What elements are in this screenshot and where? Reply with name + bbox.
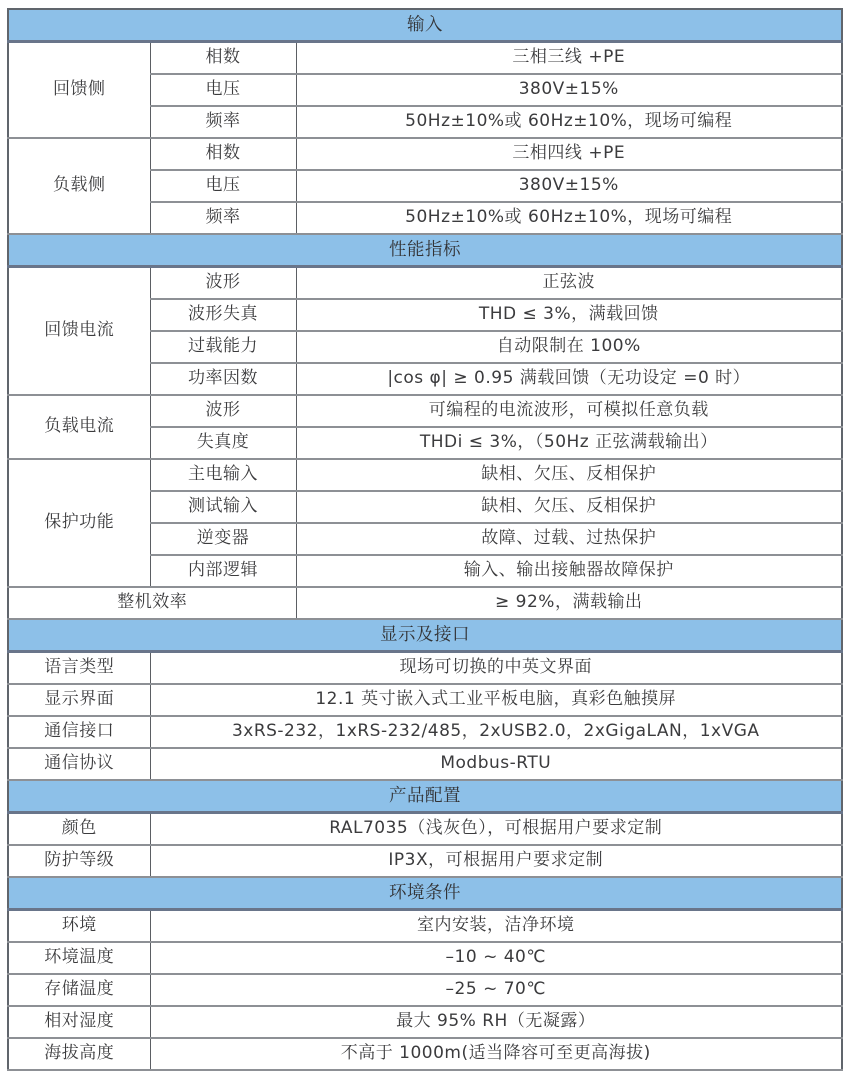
value-cell: 缺相、欠压、反相保护 bbox=[296, 459, 842, 491]
row-label-cell: 环境温度 bbox=[8, 942, 150, 974]
row-label-cell: 内部逻辑 bbox=[150, 555, 296, 587]
row-label-cell: 整机效率 bbox=[8, 587, 296, 619]
value-cell: 50Hz±10%或 60Hz±10%，现场可编程 bbox=[296, 106, 842, 138]
table-row bbox=[8, 42, 842, 75]
row-label-cell: 失真度 bbox=[150, 427, 296, 459]
attr-label-cell: 波形 bbox=[150, 267, 296, 300]
section-header-row bbox=[8, 619, 842, 652]
row-label-cell: 频率 bbox=[150, 106, 296, 138]
row-label-cell: 海拔高度 bbox=[8, 1038, 150, 1070]
section-title: 性能指标 bbox=[8, 234, 842, 267]
value-cell: |cos φ| ≥ 0.95 满载回馈（无功设定 =0 时） bbox=[296, 363, 842, 395]
value-cell: RAL7035（浅灰色），可根据用户要求定制 bbox=[150, 813, 842, 846]
value-cell: 输入、输出接触器故障保护 bbox=[296, 555, 842, 587]
row-label-cell: 环境 bbox=[8, 910, 150, 943]
row-label-cell: 通信协议 bbox=[8, 748, 150, 780]
table-row bbox=[8, 716, 842, 748]
value-cell: –10 ~ 40℃ bbox=[150, 942, 842, 974]
attr-label-cell: 主电输入 bbox=[150, 459, 296, 491]
section-header-row bbox=[8, 877, 842, 910]
row-label-cell: 过载能力 bbox=[150, 331, 296, 363]
value-cell: 最大 95% RH（无凝露） bbox=[150, 1006, 842, 1038]
value-cell: 正弦波 bbox=[296, 267, 842, 300]
table-row bbox=[8, 138, 842, 170]
value-cell: 380V±15% bbox=[296, 74, 842, 106]
attr-label-cell: 相数 bbox=[150, 138, 296, 170]
row-label-cell: 显示界面 bbox=[8, 684, 150, 716]
row-label-cell: 功率因数 bbox=[150, 363, 296, 395]
table-row bbox=[8, 748, 842, 780]
attr-label-cell: 相数 bbox=[150, 42, 296, 75]
value-cell: IP3X，可根据用户要求定制 bbox=[150, 845, 842, 877]
section-header-row bbox=[8, 780, 842, 813]
table-row bbox=[8, 652, 842, 685]
value-cell: 3xRS-232，1xRS-232/485，2xUSB2.0，2xGigaLAN，1xVGA bbox=[150, 716, 842, 748]
group-label-cell: 负载侧 bbox=[8, 138, 150, 234]
section-header-row bbox=[8, 234, 842, 267]
table-row bbox=[8, 910, 842, 943]
row-label-cell: 防护等级 bbox=[8, 845, 150, 877]
spec-table-container bbox=[7, 8, 843, 1071]
table-row bbox=[8, 1038, 842, 1070]
spec-table-body bbox=[8, 9, 842, 1070]
group-label-cell: 负载电流 bbox=[8, 395, 150, 459]
table-row bbox=[8, 587, 842, 619]
value-cell: 380V±15% bbox=[296, 170, 842, 202]
row-label-cell: 波形失真 bbox=[150, 299, 296, 331]
value-cell: 三相三线 +PE bbox=[296, 42, 842, 75]
value-cell: THD ≤ 3%，满载回馈 bbox=[296, 299, 842, 331]
table-row bbox=[8, 813, 842, 846]
value-cell: 缺相、欠压、反相保护 bbox=[296, 491, 842, 523]
value-cell: ≥ 92%，满载输出 bbox=[296, 587, 842, 619]
row-label-cell: 存储温度 bbox=[8, 974, 150, 1006]
row-label-cell: 逆变器 bbox=[150, 523, 296, 555]
section-header-row bbox=[8, 9, 842, 42]
section-title: 显示及接口 bbox=[8, 619, 842, 652]
value-cell: 12.1 英寸嵌入式工业平板电脑，真彩色触摸屏 bbox=[150, 684, 842, 716]
row-label-cell: 测试输入 bbox=[150, 491, 296, 523]
table-row bbox=[8, 1006, 842, 1038]
value-cell: 室内安装，洁净环境 bbox=[150, 910, 842, 943]
row-label-cell: 语言类型 bbox=[8, 652, 150, 685]
value-cell: 故障、过载、过热保护 bbox=[296, 523, 842, 555]
spec-table bbox=[7, 8, 843, 1071]
row-label-cell: 频率 bbox=[150, 202, 296, 234]
attr-label-cell: 波形 bbox=[150, 395, 296, 427]
table-row bbox=[8, 684, 842, 716]
row-label-cell: 通信接口 bbox=[8, 716, 150, 748]
value-cell: 现场可切换的中英文界面 bbox=[150, 652, 842, 685]
value-cell: 三相四线 +PE bbox=[296, 138, 842, 170]
table-row bbox=[8, 974, 842, 1006]
section-title: 环境条件 bbox=[8, 877, 842, 910]
table-row bbox=[8, 942, 842, 974]
value-cell: 自动限制在 100% bbox=[296, 331, 842, 363]
row-label-cell: 颜色 bbox=[8, 813, 150, 846]
table-row bbox=[8, 845, 842, 877]
table-row bbox=[8, 267, 842, 300]
table-row bbox=[8, 459, 842, 491]
row-label-cell: 电压 bbox=[150, 74, 296, 106]
row-label-cell: 电压 bbox=[150, 170, 296, 202]
value-cell: –25 ~ 70℃ bbox=[150, 974, 842, 1006]
value-cell: 可编程的电流波形，可模拟任意负载 bbox=[296, 395, 842, 427]
value-cell: Modbus-RTU bbox=[150, 748, 842, 780]
value-cell: 不高于 1000m(适当降容可至更高海拔) bbox=[150, 1038, 842, 1070]
group-label-cell: 回馈电流 bbox=[8, 267, 150, 396]
group-label-cell: 保护功能 bbox=[8, 459, 150, 587]
section-title: 产品配置 bbox=[8, 780, 842, 813]
row-label-cell: 相对湿度 bbox=[8, 1006, 150, 1038]
group-label-cell: 回馈侧 bbox=[8, 42, 150, 139]
value-cell: 50Hz±10%或 60Hz±10%，现场可编程 bbox=[296, 202, 842, 234]
table-row bbox=[8, 395, 842, 427]
section-title: 输入 bbox=[8, 9, 842, 42]
value-cell: THDi ≤ 3%，（50Hz 正弦满载输出） bbox=[296, 427, 842, 459]
